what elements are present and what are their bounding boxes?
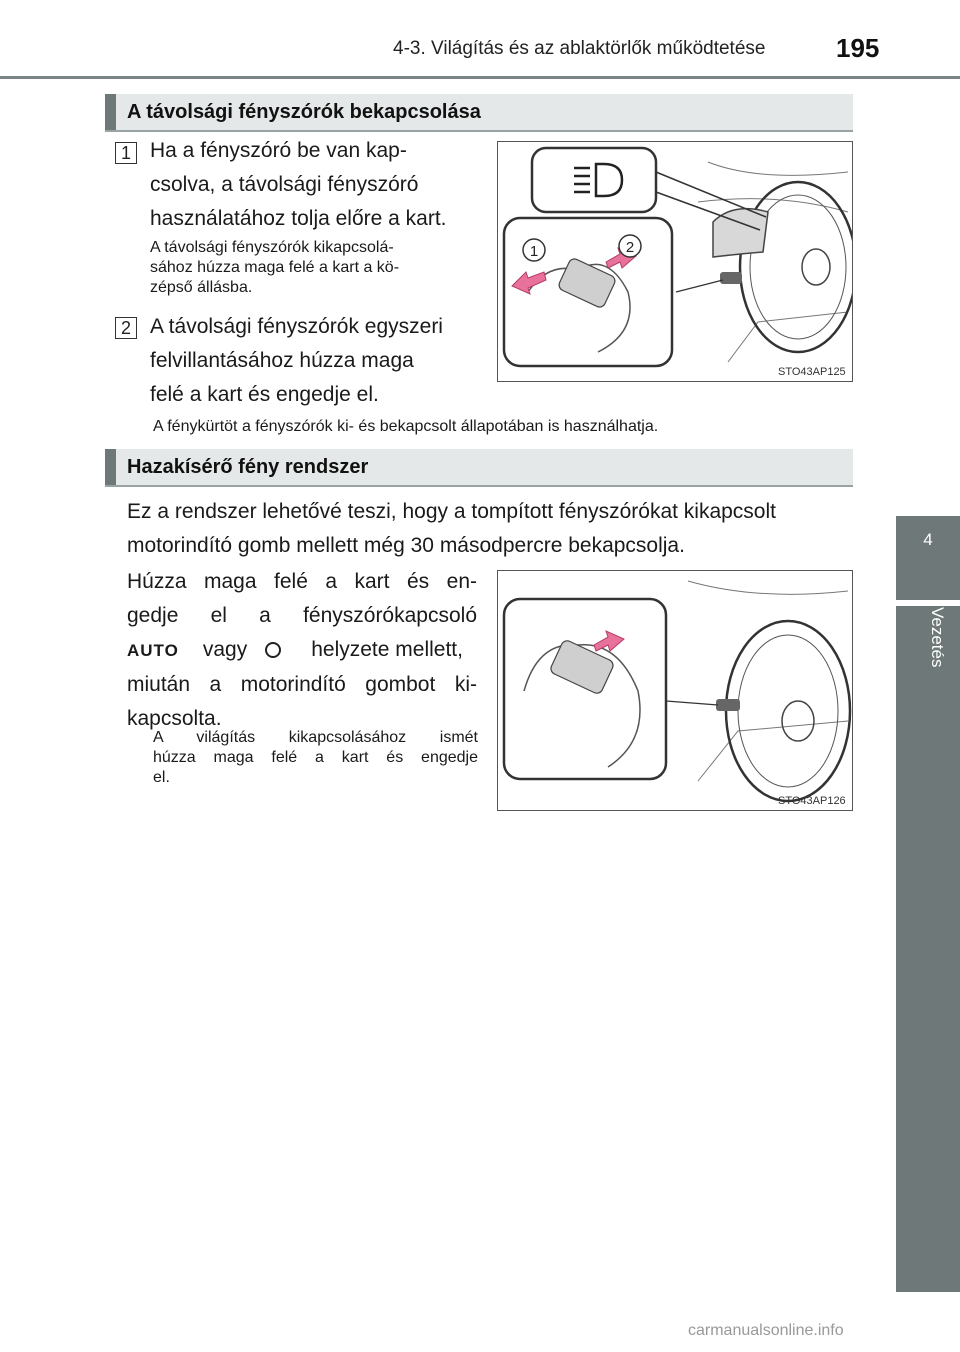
figure-callout-2: 2 — [625, 239, 635, 256]
chapter-sidebar — [896, 606, 960, 1292]
step-1-text — [150, 134, 480, 236]
watermark: carmanualsonline.info — [688, 1322, 844, 1339]
page-number: 195 — [836, 33, 880, 63]
section-2-intro — [127, 495, 857, 563]
body-line: Húzza maga felé a kart és en- — [127, 570, 477, 593]
lever-illustration — [498, 142, 852, 381]
auto-symbol: AUTO — [127, 641, 179, 660]
step-1-line: csolva, a távolsági fényszóró — [150, 173, 419, 196]
chapter-label: Vezetés — [928, 607, 947, 668]
chapter-tab — [896, 516, 960, 600]
running-header: 4-3. Világítás és az ablaktörlők működtetése — [393, 38, 766, 59]
header-rule — [0, 76, 960, 79]
intro-line: Ez a rendszer lehetővé teszi, hogy a tompított fényszórókat kikapcsolt — [127, 500, 776, 523]
figure-high-beam-lever — [497, 141, 853, 382]
heading-accent-bar — [105, 94, 116, 130]
heading-accent-bar — [105, 449, 116, 485]
light-switch-icon — [265, 642, 281, 658]
section-2-note — [153, 728, 478, 788]
figure-id: STO43AP125 — [778, 366, 846, 378]
figure-follow-me-home-lever — [497, 570, 853, 811]
step-2-line: felé a kart és engedje el. — [150, 383, 379, 406]
step-1-line: Ha a fényszóró be van kap- — [150, 139, 407, 162]
step-number-1: 1 — [115, 142, 137, 164]
intro-line: motorindító gomb mellett még 30 másodpercre bekapcsolja. — [127, 534, 685, 557]
flash-note: A fénykürtöt a fényszórók ki- és bekapcsolt állapotában is használhatja. — [153, 418, 659, 435]
step-2-line: A távolsági fényszórók egyszeri — [150, 315, 443, 338]
figure-callout-1: 1 — [529, 243, 539, 260]
body-line: gedje el a fényszórókapcsoló — [127, 604, 477, 627]
body-line-with-symbols — [127, 633, 477, 668]
note-line: sához húzza maga felé a kart a kö- — [150, 259, 400, 276]
step-number-2: 2 — [115, 317, 137, 339]
step-2-text — [150, 310, 480, 412]
section-heading-high-beam — [105, 94, 853, 132]
section-heading-text: Hazakísérő fény rendszer — [127, 456, 369, 478]
note-line: zépső állásba. — [150, 279, 253, 296]
body-text: vagy — [202, 638, 248, 661]
note-line: A távolsági fényszórók kikapcsolá- — [150, 239, 394, 256]
lever-illustration — [498, 571, 852, 810]
chapter-number: 4 — [923, 530, 933, 549]
note-line: A világítás kikapcsolásához ismét — [153, 729, 478, 746]
body-line: miután a motorindító gombot ki- — [127, 673, 477, 696]
note-line: el. — [153, 769, 170, 786]
section-2-body — [127, 565, 477, 736]
body-text: helyzete mellett, — [311, 638, 463, 661]
note-line: húzza maga felé a kart és engedje — [153, 749, 478, 766]
step-1-note — [150, 238, 480, 298]
body-line: kapcsolta. — [127, 707, 222, 730]
section-heading-text: A távolsági fényszórók bekapcsolása — [127, 101, 481, 123]
step-1-line: használatához tolja előre a kart. — [150, 207, 447, 230]
section-heading-follow-me-home — [105, 449, 853, 487]
figure-id: STO43AP126 — [778, 795, 846, 807]
step-2-line: felvillantásához húzza maga — [150, 349, 414, 372]
